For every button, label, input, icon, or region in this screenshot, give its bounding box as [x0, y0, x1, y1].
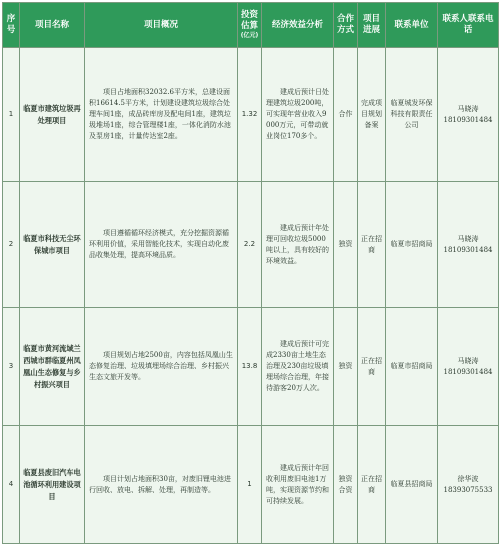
header-row	[3, 3, 499, 48]
row-index: 3	[3, 308, 20, 426]
contact-phone: 18109301484	[443, 367, 493, 376]
contact-phone: 18393075533	[443, 485, 493, 494]
row-index: 4	[3, 426, 20, 544]
benefit-analysis: 建成后预计年处理可回收垃圾5000吨以上，具有较好的环境效益。	[262, 182, 334, 308]
project-name: 临夏县废旧汽车电池循环利用建设项目	[20, 426, 85, 544]
project-progress: 完成项目规划备案	[358, 48, 386, 182]
table-row	[3, 426, 499, 544]
investment-value: 1	[238, 426, 262, 544]
header-benefit: 经济效益分析	[262, 3, 334, 48]
benefit-analysis: 建成后预计可完成2330亩土地生态治理及230亩垃圾填埋场综合治理，年接待游客20万人次。	[262, 308, 334, 426]
cooperation-mode: 独资合资	[334, 426, 358, 544]
contact-unit: 临夏市招商局	[386, 182, 438, 308]
header-investment-label: 投资估算	[240, 10, 258, 31]
contact-name: 徐华波	[457, 474, 479, 483]
project-name: 临夏市科技无尘环保城市项目	[20, 182, 85, 308]
contact-person	[438, 182, 499, 308]
header-mode: 合作方式	[334, 3, 358, 48]
header-investment	[238, 3, 262, 48]
header-progress: 项目进展	[358, 3, 386, 48]
contact-unit: 临夏市招商局	[386, 308, 438, 426]
project-progress: 正在招商	[358, 182, 386, 308]
header-investment-unit: (亿元)	[240, 32, 259, 39]
contact-name: 马晓涛	[457, 356, 479, 365]
investment-value: 13.8	[238, 308, 262, 426]
contact-unit: 临夏县招商局	[386, 426, 438, 544]
contact-unit: 临夏城发环保科技有限责任公司	[386, 48, 438, 182]
contact-phone: 18109301484	[443, 115, 493, 124]
header-contact: 联系人联系电话	[438, 3, 499, 48]
investment-value: 1.32	[238, 48, 262, 182]
row-index: 1	[3, 48, 20, 182]
project-progress: 正在招商	[358, 426, 386, 544]
project-progress: 正在招商	[358, 308, 386, 426]
contact-phone: 18109301484	[443, 245, 493, 254]
table-row	[3, 48, 499, 182]
contact-name: 马晓涛	[457, 104, 479, 113]
contact-name: 马晓涛	[457, 234, 479, 243]
contact-person	[438, 426, 499, 544]
benefit-analysis: 建成后预计年回收利用废旧电池1万吨，实现资源节约和可持续发展。	[262, 426, 334, 544]
header-unit: 联系单位	[386, 3, 438, 48]
contact-person	[438, 48, 499, 182]
header-overview: 项目概况	[85, 3, 238, 48]
project-overview: 项目计划占地面积30亩，对废旧锂电池进行回收、放电、拆解、处理，再制造等。	[85, 426, 238, 544]
cooperation-mode: 独资	[334, 308, 358, 426]
table-row	[3, 182, 499, 308]
header-name: 项目名称	[20, 3, 85, 48]
project-name: 临夏市黄河流域兰西城市群临夏州凤凰山生态修复与乡村振兴项目	[20, 308, 85, 426]
project-overview: 项目规划占地2500亩，内容包括凤凰山生态修复治理、垃圾填埋场综合治理、乡村振兴生态文旅开发等。	[85, 308, 238, 426]
table-row	[3, 308, 499, 426]
header-index: 序号	[3, 3, 20, 48]
row-index: 2	[3, 182, 20, 308]
cooperation-mode: 独资	[334, 182, 358, 308]
project-table	[2, 2, 499, 544]
benefit-analysis: 建成后预计日处理建筑垃圾200吨，可实现年营业收入9000万元，可带动就业岗位170多个。	[262, 48, 334, 182]
cooperation-mode: 合作	[334, 48, 358, 182]
contact-person	[438, 308, 499, 426]
project-overview: 项目占地面积32032.6平方米，总建设面积16614.5平方米，计划建设建筑垃圾综合处理车间1座，成品砖库房及配电间1座，建筑垃圾堆场1座，综合管理楼1座，一体化消防水池及泵房1座，计量传达室2座。	[85, 48, 238, 182]
project-name: 临夏市建筑垃圾再处理项目	[20, 48, 85, 182]
project-overview: 项目遵循循环经济模式，充分挖掘资源循环利用价值，采用智能化技术，实现自动化废品收集处理，提高环境品质。	[85, 182, 238, 308]
investment-value: 2.2	[238, 182, 262, 308]
